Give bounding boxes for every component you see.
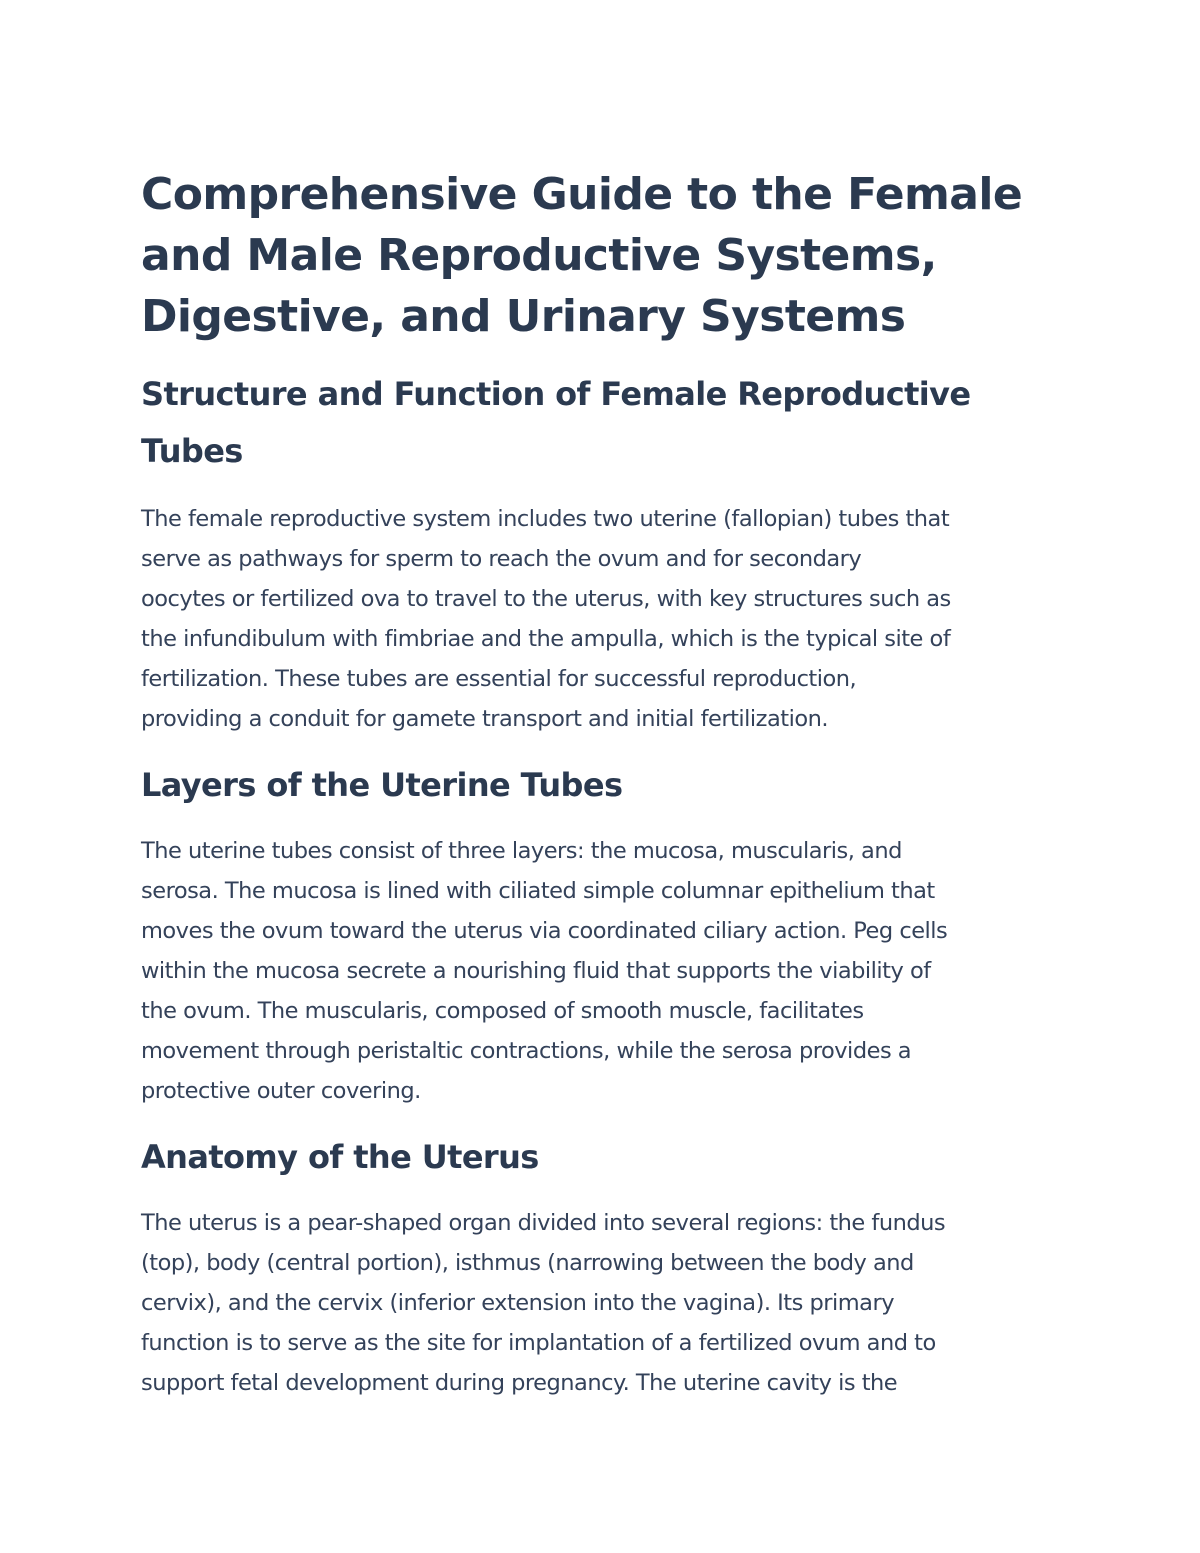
title-line: and Male Reproductive Systems, <box>141 230 937 281</box>
paragraph-line: The female reproductive system includes two uterine (fallopian) tubes that <box>141 506 950 532</box>
paragraph-line: The uterine tubes consist of three layers: the mucosa, muscularis, and <box>141 838 902 864</box>
document-title <box>141 164 1066 347</box>
paragraph-line: serosa. The mucosa is lined with ciliated simple columnar epithelium that <box>141 878 935 904</box>
paragraph-line: movement through peristaltic contractions, while the serosa provides a <box>141 1038 912 1064</box>
paragraph-line: support fetal development during pregnancy. The uterine cavity is the <box>141 1370 898 1396</box>
section-heading-uterine-tube-layers <box>141 763 1066 807</box>
paragraph-line: serve as pathways for sperm to reach the ovum and for secondary <box>141 546 862 572</box>
paragraph-line: cervix), and the cervix (inferior extension into the vagina). Its primary <box>141 1290 895 1316</box>
paragraph-line: protective outer covering. <box>141 1078 421 1104</box>
section-heading-uterus-anatomy <box>141 1135 1066 1179</box>
paragraph-line: within the mucosa secrete a nourishing fluid that supports the viability of <box>141 958 931 984</box>
section-paragraph-uterus-anatomy <box>141 1203 1066 1403</box>
paragraph-line: The uterus is a pear-shaped organ divided into several regions: the fundus <box>141 1210 946 1236</box>
title-line: Digestive, and Urinary Systems <box>141 291 906 342</box>
paragraph-line: fertilization. These tubes are essential for successful reproduction, <box>141 666 857 692</box>
heading-line: Tubes <box>141 432 243 470</box>
paragraph-line: oocytes or fertilized ova to travel to the uterus, with key structures such as <box>141 586 951 612</box>
document-page <box>141 164 1066 1403</box>
paragraph-line: the infundibulum with fimbriae and the ampulla, which is the typical site of <box>141 626 951 652</box>
title-line: Comprehensive Guide to the Female <box>141 169 1023 220</box>
heading-line: Anatomy of the Uterus <box>141 1138 539 1176</box>
paragraph-line: function is to serve as the site for implantation of a fertilized ovum and to <box>141 1330 936 1356</box>
paragraph-line: moves the ovum toward the uterus via coordinated ciliary action. Peg cells <box>141 918 948 944</box>
paragraph-line: (top), body (central portion), isthmus (narrowing between the body and <box>141 1250 914 1276</box>
paragraph-line: the ovum. The muscularis, composed of smooth muscle, facilitates <box>141 998 864 1024</box>
paragraph-line: providing a conduit for gamete transport and initial fertilization. <box>141 706 829 732</box>
heading-line: Layers of the Uterine Tubes <box>141 766 623 804</box>
heading-line: Structure and Function of Female Reproductive <box>141 375 971 413</box>
section-heading-reproductive-tubes <box>141 366 1066 480</box>
section-paragraph-reproductive-tubes <box>141 499 1066 739</box>
section-paragraph-uterine-tube-layers <box>141 831 1066 1111</box>
